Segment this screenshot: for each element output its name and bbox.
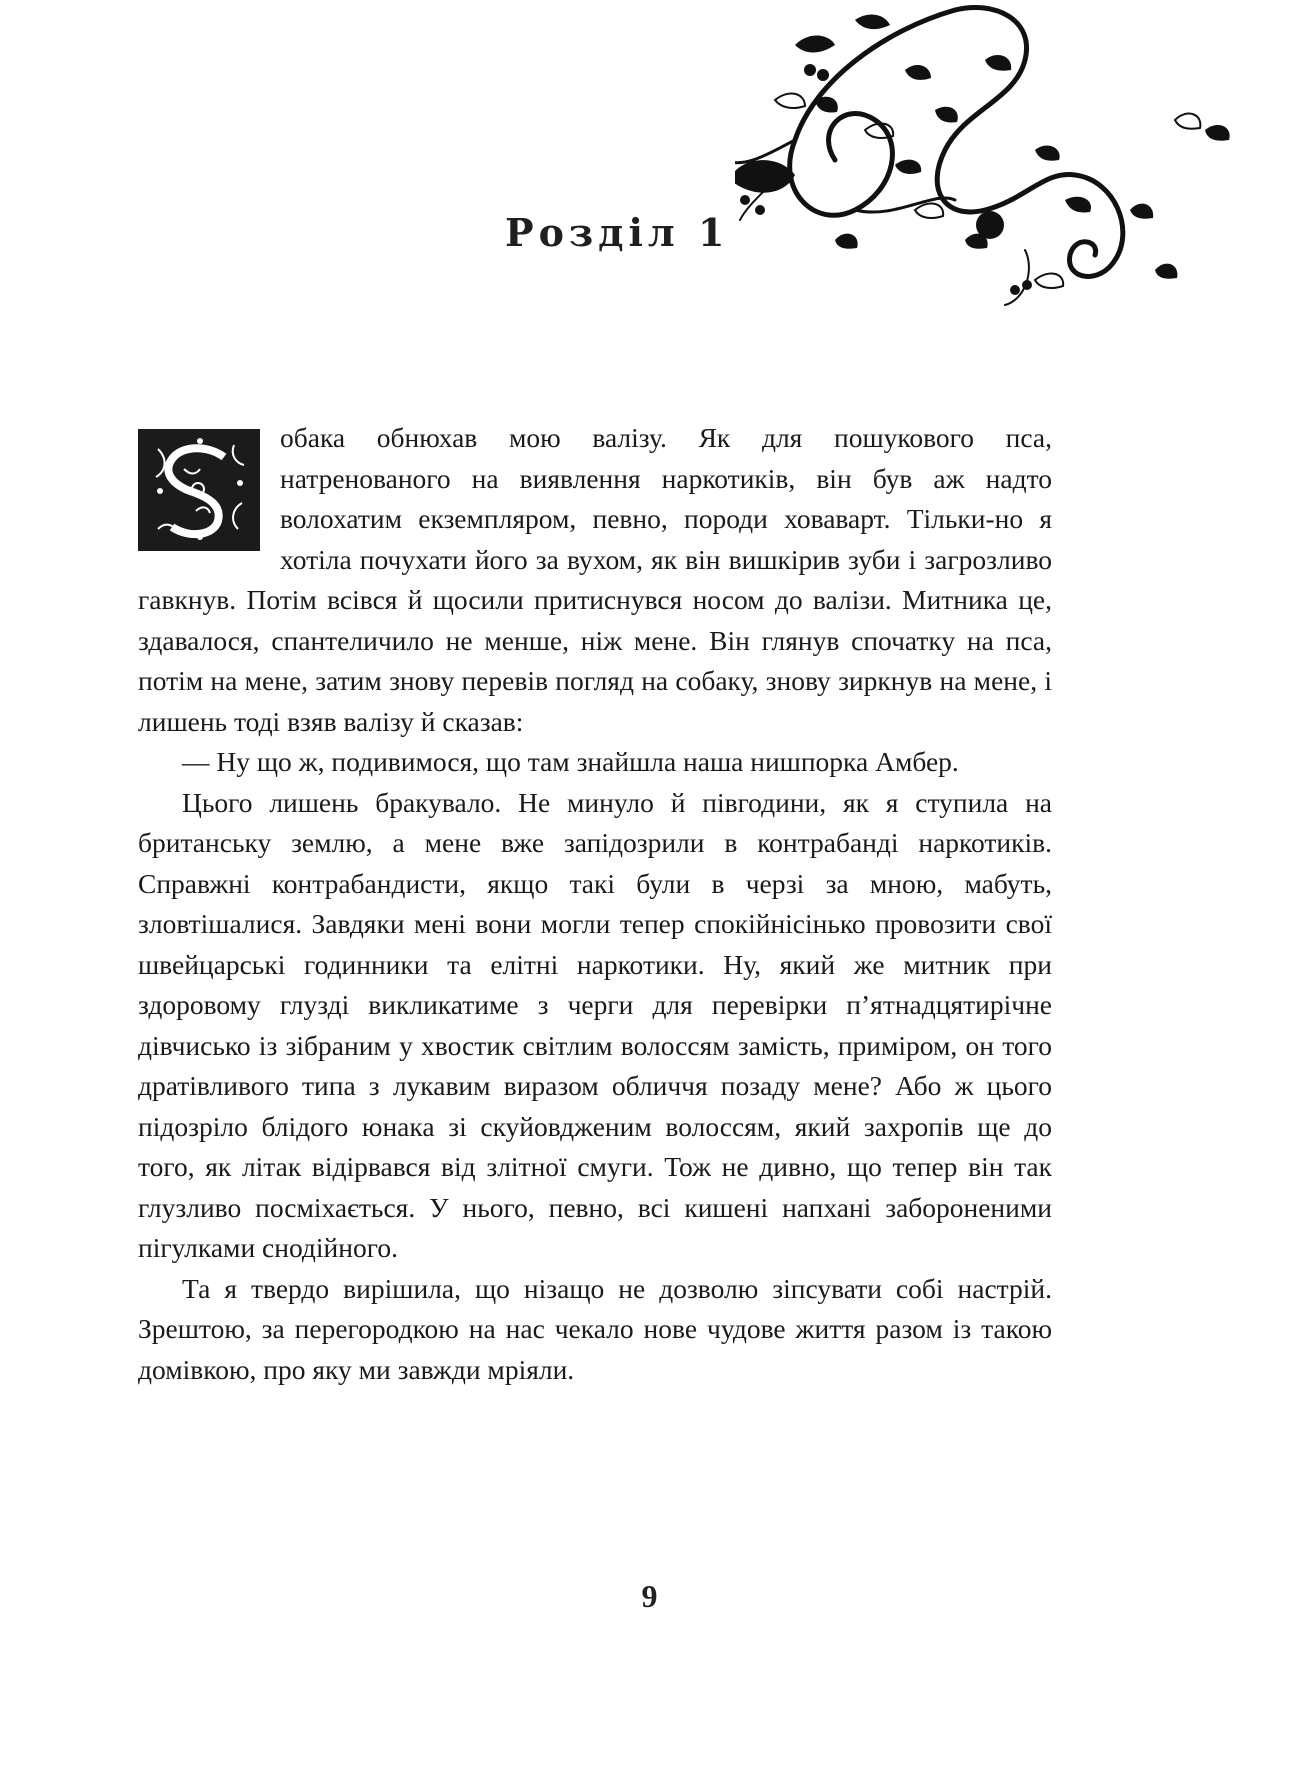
first-paragraph: [138, 418, 1052, 742]
ornamental-initial-s-icon: [138, 429, 260, 551]
paragraph: — Ну що ж, подивимося, що там знайшла наша нишпорка Амбер.: [182, 746, 959, 777]
page-number: 9: [641, 1578, 658, 1614]
paragraph: Та я твердо вирішила, що нізащо не дозволю зіпсувати собі настрій. Зрештою, за перегородкою на нас чекало нове чудове життя разом із такою домівкою, про яку ми завжди мріяли.: [138, 1272, 1052, 1385]
chapter-title: Розділ 1: [505, 210, 730, 255]
paragraph-text: обака обнюхав мою валізу. Як для пошукового пса, натренованого на виявлення наркотиків, він був аж надто волохатим екземпляром, певно, породи ховаварт. Тільки-но я хотіла почухати його за вухом, як він вишкірив зуби і загрозливо гавкнув. Потім всівся й щосили притиснувся носом до валізи. Митника це, здавалося, спантеличило не менше, ніж мене. Він глянув спочатку на пса, потім на мене, затим знову перевів погляд на собаку, знову зиркнув на мене, і лишень тоді взяв валізу й сказав:: [138, 422, 1052, 737]
floral-vine-ornament-icon: [735, 0, 1295, 372]
main-text: [138, 418, 1052, 1390]
paragraph: Цього лишень бракувало. Не минуло й півгодини, як я ступила на британську землю, а мене вже запідозрили в контрабанді наркотиків. Справжні контрабандисти, якщо такі були в черзі за мною, мабуть, зловтішалися. Завдяки мені вони могли тепер спокійнісінько провозити свої швейцарські годинники та елітні наркотики. Ну, який же митник при здоровому глузді викликатиме з черги для перевірки п’ятнадцятирічне дівчисько із зібраним у хвостик світлим волоссям замість, приміром, он того дратівливого типа з лукавим виразом обличчя позаду мене? Або ж цього підозріло блідого юнака зі скуйовдженим волоссям, який захропів ще до того, як літак відірвався від злітної смуги. Тож не дивно, що тепер він так глузливо посміхається. У нього, певно, всі кишені напхані забороненими пігулками снодійного.: [138, 786, 1052, 1263]
